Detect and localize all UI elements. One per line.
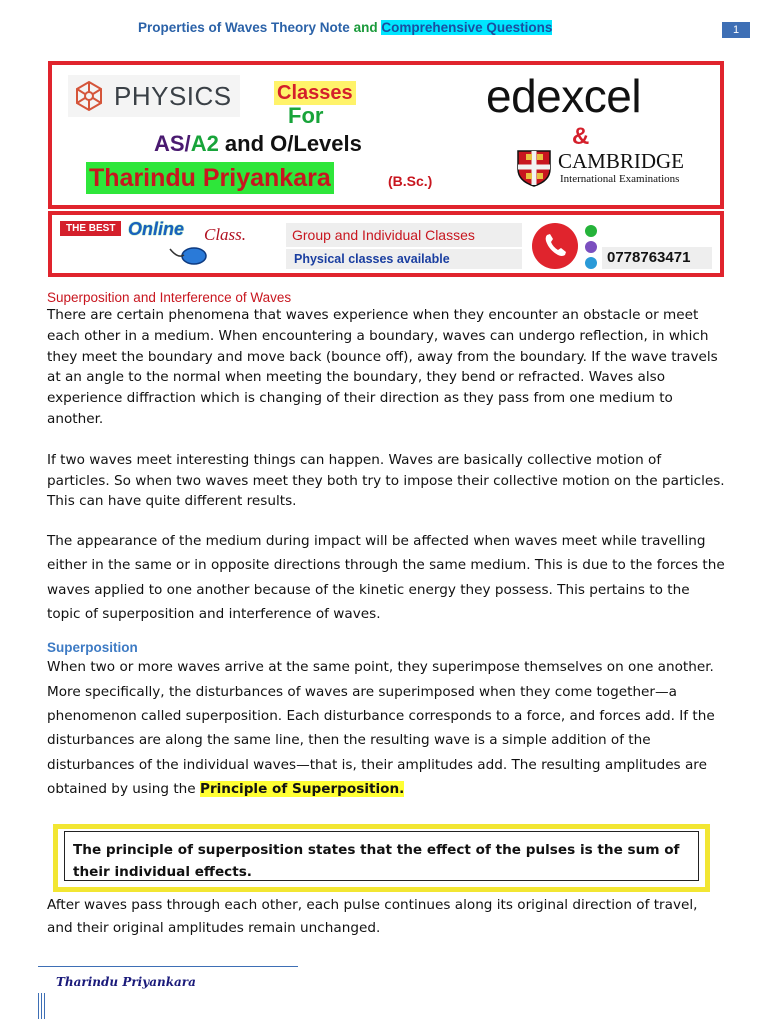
messaging-apps-icon [584, 223, 598, 271]
header-title [138, 20, 552, 35]
edexcel-logo: edexcel [486, 70, 642, 122]
levels-a2: A2 [190, 131, 219, 156]
section-heading-superposition: Superposition [47, 640, 138, 656]
online-class-banner [48, 211, 724, 277]
mouse-icon [168, 241, 208, 267]
paragraph-after: After waves pass through each other, each pulse continues along its original direction of travel, and their original amplitudes remain unchanged. [47, 897, 698, 936]
online-label: Online [128, 219, 185, 239]
class-label: Class. [204, 225, 247, 244]
phone-number: 0778763471 [602, 247, 712, 269]
section-heading-interference: Superposition and Interference of Waves [47, 290, 292, 305]
physics-logo [68, 75, 240, 117]
best-badge: THE BEST [60, 221, 121, 236]
principle-box [53, 824, 710, 892]
for-label: For [288, 103, 324, 128]
cambridge-crest-icon [516, 149, 552, 187]
footer-bar [38, 993, 39, 1019]
levels-rest: and O/Levels [218, 131, 362, 156]
cambridge-name: CAMBRIDGE [558, 149, 685, 173]
footer-divider [38, 966, 298, 967]
header-title-part1: Properties of Waves Theory Note [138, 20, 354, 35]
footer-bar [41, 993, 42, 1019]
physical-classes-label: Physical classes available [286, 249, 522, 269]
paragraph-medium: The appearance of the medium during impact will be affected when waves meet while travelling either in the same or in opposite directions through the same medium. This is due to the forces the waves applied to one another because of the kinetic energy they possess. This pertains to the topic of superposition and interference of waves. [47, 533, 725, 623]
paragraph-superposition [47, 655, 727, 801]
levels-as: AS/ [154, 131, 191, 156]
group-classes-label: Group and Individual Classes [286, 223, 522, 247]
footer-bar [44, 993, 45, 1019]
superposition-text: When two or more waves arrive at the same point, they superimpose themselves on one another. More specifically, the disturbances of waves are superimposed when they come together—a phenomenon called superposition. Each disturbance corresponds to a force, and forces add. If the disturbances are along the same line, then the resulting wave is a simple addition of the disturbances of the individual waves—that is, their amplitudes add. The resulting amplitudes are obtained by using the [47, 659, 715, 797]
atom-icon [72, 79, 106, 113]
footer-author: Tharindu Priyankara [56, 975, 196, 989]
header-title-and: and [353, 20, 378, 35]
levels-label [154, 131, 362, 157]
ampersand: & [572, 123, 590, 150]
principle-statement: The principle of superposition states that the effect of the pulses is the sum of their individual effects. [64, 831, 699, 881]
classes-label: Classes [274, 81, 356, 105]
principle-highlight: Principle of Superposition. [199, 780, 405, 797]
header-title-part2: Comprehensive Questions [381, 20, 553, 35]
phone-icon [532, 223, 578, 269]
teacher-name: Tharindu Priyankara [86, 162, 334, 194]
teacher-degree: (B.Sc.) [388, 173, 433, 189]
physics-logo-text: PHYSICS [114, 81, 232, 111]
page-header [0, 20, 768, 42]
page-number: 1 [722, 22, 750, 38]
paragraph-phenomena: There are certain phenomena that waves experience when they encounter an obstacle or meet each other in a medium. When encountering a boundary, waves can undergo reflection, in which they meet the boundary and move back (bounce off), away from the boundary. If the wave travels at an angle to the normal when meeting the boundary, they bend or refracted. Waves also experience diffraction which is changing of their direction as they pass from one medium to another. [47, 307, 718, 427]
main-content [47, 290, 727, 801]
cambridge-subtitle: International Examinations [560, 173, 680, 185]
paragraph-two-waves: If two waves meet interesting things can happen. Waves are basically collective motion of particles. So when two waves meet they both try to impose their collective motion on the particles. This can have quite different results. [47, 451, 725, 510]
class-banner [48, 61, 724, 209]
